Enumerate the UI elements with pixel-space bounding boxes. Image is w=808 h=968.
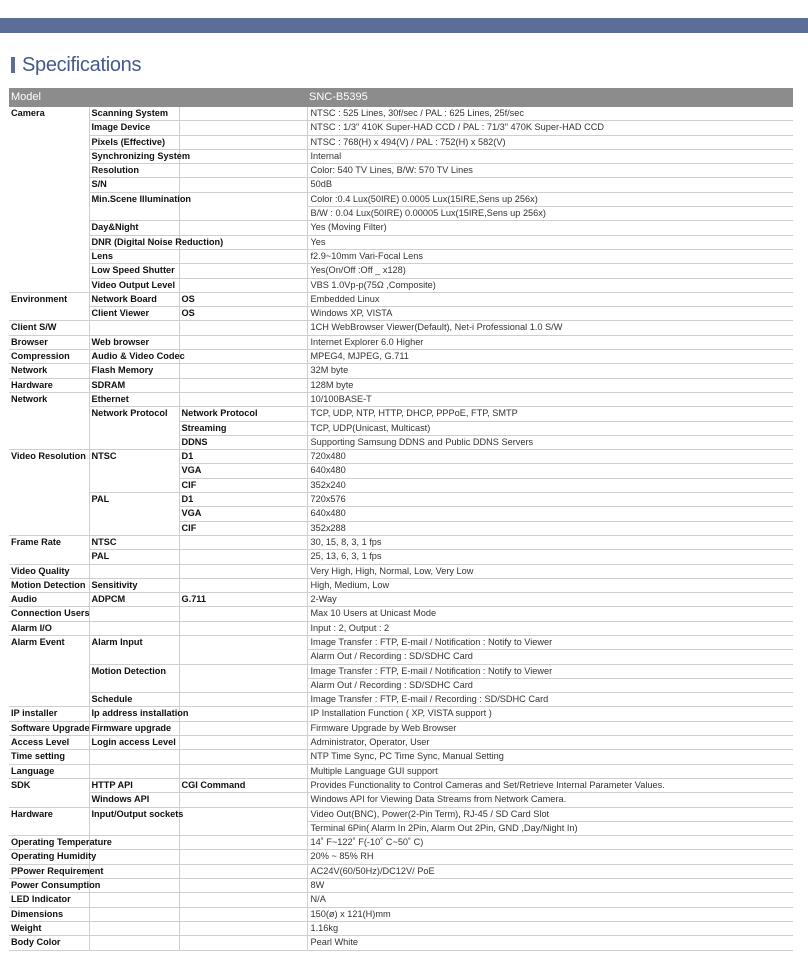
spec-item: Schedule xyxy=(89,693,179,707)
spec-item xyxy=(89,607,179,621)
spec-row xyxy=(9,635,793,649)
spec-category: Software Upgrade xyxy=(9,721,89,735)
spec-item: Login access Level xyxy=(89,736,179,750)
spec-value: 10/100BASE-T xyxy=(307,392,793,406)
spec-category xyxy=(9,149,89,163)
spec-row xyxy=(9,793,793,807)
spec-item xyxy=(89,678,179,692)
spec-item: Image Device xyxy=(89,121,179,135)
spec-category xyxy=(9,264,89,278)
spec-row xyxy=(9,621,793,635)
spec-row xyxy=(9,921,793,935)
spec-subitem xyxy=(179,264,307,278)
spec-subitem xyxy=(179,635,307,649)
spec-value: Image Transfer : FTP, E-mail / Notification : Notify to Viewer xyxy=(307,664,793,678)
spec-subitem xyxy=(179,879,307,893)
spec-value: 1CH WebBrowser Viewer(Default), Net-i Professional 1.0 S/W xyxy=(307,321,793,335)
spec-item: Flash Memory xyxy=(89,364,179,378)
spec-value: TCP, UDP(Unicast, Multicast) xyxy=(307,421,793,435)
spec-subitem: OS xyxy=(179,307,307,321)
spec-value: Image Transfer : FTP, E-mail / Recording : SD/SDHC Card xyxy=(307,693,793,707)
spec-item xyxy=(89,621,179,635)
spec-subitem: DDNS xyxy=(179,435,307,449)
spec-category xyxy=(9,493,89,507)
spec-value: 720x576 xyxy=(307,493,793,507)
spec-item xyxy=(89,521,179,535)
spec-value: Video Out(BNC), Power(2-Pin Term), RJ-45 / SD Card Slot xyxy=(307,807,793,821)
spec-item: Resolution xyxy=(89,164,179,178)
spec-subitem xyxy=(179,736,307,750)
spec-item xyxy=(89,850,179,864)
spec-row xyxy=(9,736,793,750)
spec-category: Power Consumption xyxy=(9,879,89,893)
spec-category xyxy=(9,478,89,492)
spec-row xyxy=(9,464,793,478)
page-title: Specifications xyxy=(11,52,141,78)
spec-row xyxy=(9,936,793,950)
spec-category: Frame Rate xyxy=(9,535,89,549)
spec-subitem xyxy=(179,807,307,821)
spec-value: Color :0.4 Lux(50IRE) 0.0005 Lux(15IRE,Sens up 256x) xyxy=(307,192,793,206)
spec-subitem xyxy=(179,693,307,707)
spec-item: NTSC xyxy=(89,450,179,464)
spec-row xyxy=(9,650,793,664)
spec-value: MPEG4, MJPEG, G.711 xyxy=(307,350,793,364)
spec-category xyxy=(9,192,89,206)
spec-item xyxy=(89,478,179,492)
spec-item: Input/Output sockets xyxy=(89,807,179,821)
spec-row xyxy=(9,493,793,507)
spec-category xyxy=(9,521,89,535)
spec-row xyxy=(9,593,793,607)
spec-row xyxy=(9,707,793,721)
spec-row xyxy=(9,235,793,249)
spec-value: Internal xyxy=(307,149,793,163)
spec-row xyxy=(9,821,793,835)
spec-category xyxy=(9,693,89,707)
spec-value: Internet Explorer 6.0 Higher xyxy=(307,335,793,349)
spec-category xyxy=(9,164,89,178)
spec-row xyxy=(9,535,793,549)
spec-subitem xyxy=(179,821,307,835)
spec-category xyxy=(9,507,89,521)
spec-subitem xyxy=(179,378,307,392)
spec-subitem xyxy=(179,350,307,364)
spec-value: NTSC : 525 Lines, 30f/sec / PAL : 625 Lines, 25f/sec xyxy=(307,107,793,121)
spec-value: Input : 2, Output : 2 xyxy=(307,621,793,635)
spec-subitem xyxy=(179,764,307,778)
spec-value: Windows XP, VISTA xyxy=(307,307,793,321)
spec-category: Body Color xyxy=(9,936,89,950)
spec-subitem xyxy=(179,921,307,935)
spec-row xyxy=(9,850,793,864)
spec-row xyxy=(9,149,793,163)
spec-subitem xyxy=(179,121,307,135)
spec-subitem: VGA xyxy=(179,464,307,478)
spec-value: 640x480 xyxy=(307,507,793,521)
spec-item xyxy=(89,893,179,907)
spec-item: Audio & Video Codec xyxy=(89,350,179,364)
spec-value: Max 10 Users at Unicast Mode xyxy=(307,607,793,621)
spec-category: Weight xyxy=(9,921,89,935)
spec-subitem xyxy=(179,650,307,664)
spec-subitem xyxy=(179,850,307,864)
spec-category: SDK xyxy=(9,778,89,792)
spec-category: Camera xyxy=(9,107,89,121)
spec-item xyxy=(89,936,179,950)
spec-row xyxy=(9,864,793,878)
spec-row xyxy=(9,893,793,907)
spec-subitem: G.711 xyxy=(179,593,307,607)
spec-row xyxy=(9,507,793,521)
spec-subitem xyxy=(179,550,307,564)
spec-category: Browser xyxy=(9,335,89,349)
spec-subitem xyxy=(179,221,307,235)
spec-subitem: CIF xyxy=(179,478,307,492)
spec-row xyxy=(9,121,793,135)
spec-value: 8W xyxy=(307,879,793,893)
spec-item: Firmware upgrade xyxy=(89,721,179,735)
spec-value: 352x288 xyxy=(307,521,793,535)
spec-subitem xyxy=(179,249,307,263)
spec-subitem: Network Protocol xyxy=(179,407,307,421)
spec-value: 30, 15, 8, 3, 1 fps xyxy=(307,535,793,549)
spec-subitem: Streaming xyxy=(179,421,307,435)
spec-item xyxy=(89,321,179,335)
spec-row xyxy=(9,207,793,221)
spec-value: 720x480 xyxy=(307,450,793,464)
spec-item xyxy=(89,435,179,449)
spec-row xyxy=(9,278,793,292)
spec-item: Network Protocol xyxy=(89,407,179,421)
spec-item: SDRAM xyxy=(89,378,179,392)
spec-category: Compression xyxy=(9,350,89,364)
spec-row xyxy=(9,678,793,692)
spec-value: Very High, High, Normal, Low, Very Low xyxy=(307,564,793,578)
spec-row xyxy=(9,879,793,893)
spec-item: ADPCM xyxy=(89,593,179,607)
spec-category: Language xyxy=(9,764,89,778)
spec-subitem xyxy=(179,107,307,121)
spec-category: Network xyxy=(9,392,89,406)
spec-value: 150(ø) x 121(H)mm xyxy=(307,907,793,921)
spec-value: TCP, UDP, NTP, HTTP, DHCP, PPPoE, FTP, SMTP xyxy=(307,407,793,421)
spec-subitem xyxy=(179,721,307,735)
spec-item: NTSC xyxy=(89,535,179,549)
spec-value: 50dB xyxy=(307,178,793,192)
spec-item: Low Speed Shutter xyxy=(89,264,179,278)
model-label: Model xyxy=(9,88,307,107)
spec-value: 128M byte xyxy=(307,378,793,392)
spec-value: 352x240 xyxy=(307,478,793,492)
spec-row xyxy=(9,721,793,735)
spec-item: Video Output Level xyxy=(89,278,179,292)
spec-subitem xyxy=(179,564,307,578)
spec-subitem xyxy=(179,621,307,635)
spec-value: N/A xyxy=(307,893,793,907)
spec-row xyxy=(9,221,793,235)
spec-item: Scanning System xyxy=(89,107,179,121)
spec-subitem xyxy=(179,750,307,764)
spec-item: PAL xyxy=(89,493,179,507)
spec-row xyxy=(9,693,793,707)
spec-category xyxy=(9,135,89,149)
spec-item xyxy=(89,764,179,778)
spec-category xyxy=(9,207,89,221)
spec-row xyxy=(9,264,793,278)
spec-subitem xyxy=(179,678,307,692)
spec-category xyxy=(9,793,89,807)
spec-row xyxy=(9,521,793,535)
spec-item xyxy=(89,507,179,521)
spec-category xyxy=(9,278,89,292)
spec-item: Sensitivity xyxy=(89,578,179,592)
spec-category xyxy=(9,464,89,478)
spec-row xyxy=(9,192,793,206)
model-value: SNC-B5395 xyxy=(307,88,793,107)
spec-row xyxy=(9,607,793,621)
spec-subitem xyxy=(179,664,307,678)
spec-row xyxy=(9,292,793,306)
spec-item: HTTP API xyxy=(89,778,179,792)
spec-item: Ip address installation xyxy=(89,707,179,721)
spec-row xyxy=(9,578,793,592)
spec-row xyxy=(9,350,793,364)
spec-row xyxy=(9,164,793,178)
spec-category xyxy=(9,307,89,321)
spec-subitem: OS xyxy=(179,292,307,306)
spec-value: Windows API for Viewing Data Streams from Network Camera. xyxy=(307,793,793,807)
spec-row xyxy=(9,836,793,850)
spec-value: 1.16kg xyxy=(307,921,793,935)
spec-value: NTSC : 768(H) x 494(V) / PAL : 752(H) x 582(V) xyxy=(307,135,793,149)
spec-value: Firmware Upgrade by Web Browser xyxy=(307,721,793,735)
spec-item: Web browser xyxy=(89,335,179,349)
spec-subitem xyxy=(179,607,307,621)
spec-item xyxy=(89,421,179,435)
top-banner xyxy=(0,18,808,33)
spec-subitem: D1 xyxy=(179,493,307,507)
spec-subitem: VGA xyxy=(179,507,307,521)
spec-category: LED Indicator xyxy=(9,893,89,907)
spec-row xyxy=(9,807,793,821)
spec-item xyxy=(89,464,179,478)
spec-row xyxy=(9,421,793,435)
spec-value: f2.9~10mm Vari-Focal Lens xyxy=(307,249,793,263)
spec-category xyxy=(9,421,89,435)
spec-item: Network Board xyxy=(89,292,179,306)
spec-subitem xyxy=(179,278,307,292)
spec-value: 32M byte xyxy=(307,364,793,378)
spec-item xyxy=(89,564,179,578)
spec-category: IP installer xyxy=(9,707,89,721)
spec-value: AC24V(60/50Hz)/DC12V/ PoE xyxy=(307,864,793,878)
spec-category: Alarm I/O xyxy=(9,621,89,635)
spec-category xyxy=(9,821,89,835)
spec-row xyxy=(9,392,793,406)
spec-subitem: CGI Command xyxy=(179,778,307,792)
spec-category: Network xyxy=(9,364,89,378)
spec-category xyxy=(9,249,89,263)
spec-item: S/N xyxy=(89,178,179,192)
spec-row xyxy=(9,450,793,464)
spec-subitem xyxy=(179,793,307,807)
spec-row xyxy=(9,135,793,149)
spec-value: VBS 1.0Vp-p(75Ω ,Composite) xyxy=(307,278,793,292)
spec-category: Environment xyxy=(9,292,89,306)
spec-row xyxy=(9,664,793,678)
spec-value: Alarm Out / Recording : SD/SDHC Card xyxy=(307,678,793,692)
spec-item: Motion Detection xyxy=(89,664,179,678)
spec-value: 25, 13, 6, 3, 1 fps xyxy=(307,550,793,564)
spec-row xyxy=(9,407,793,421)
spec-category xyxy=(9,435,89,449)
spec-subitem xyxy=(179,392,307,406)
spec-subitem xyxy=(179,207,307,221)
spec-category: Time setting xyxy=(9,750,89,764)
spec-item: Windows API xyxy=(89,793,179,807)
spec-row xyxy=(9,178,793,192)
spec-item: Synchronizing System xyxy=(89,149,179,163)
spec-row xyxy=(9,364,793,378)
spec-value: NTSC : 1/3" 410K Super-HAD CCD / PAL : 71/3" 470K Super-HAD CCD xyxy=(307,121,793,135)
spec-subitem xyxy=(179,707,307,721)
title-bar-icon xyxy=(11,57,15,73)
spec-category xyxy=(9,121,89,135)
spec-value: Multiple Language GUI support xyxy=(307,764,793,778)
spec-row xyxy=(9,335,793,349)
spec-row xyxy=(9,378,793,392)
spec-item xyxy=(89,821,179,835)
spec-row xyxy=(9,307,793,321)
spec-value: IP Installation Function ( XP, VISTA support ) xyxy=(307,707,793,721)
spec-value: Provides Functionality to Control Cameras and Set/Retrieve Internal Parameter Values. xyxy=(307,778,793,792)
spec-category: Access Level xyxy=(9,736,89,750)
spec-item xyxy=(89,921,179,935)
spec-category xyxy=(9,221,89,235)
spec-item: Day&Night xyxy=(89,221,179,235)
spec-item xyxy=(89,907,179,921)
spec-item: Client Viewer xyxy=(89,307,179,321)
spec-category xyxy=(9,678,89,692)
spec-row xyxy=(9,478,793,492)
spec-subitem: D1 xyxy=(179,450,307,464)
spec-category: Alarm Event xyxy=(9,635,89,649)
spec-category: Hardware xyxy=(9,807,89,821)
spec-value: Administrator, Operator, User xyxy=(307,736,793,750)
spec-item: Pixels (Effective) xyxy=(89,135,179,149)
spec-subitem xyxy=(179,192,307,206)
spec-subitem xyxy=(179,936,307,950)
spec-item xyxy=(89,879,179,893)
spec-subitem xyxy=(179,164,307,178)
spec-item xyxy=(89,207,179,221)
spec-category: Hardware xyxy=(9,378,89,392)
spec-subitem xyxy=(179,535,307,549)
spec-category: PPower Requirement xyxy=(9,864,89,878)
spec-item: Lens xyxy=(89,249,179,263)
spec-row xyxy=(9,764,793,778)
spec-subitem xyxy=(179,135,307,149)
spec-category: Video Resolution xyxy=(9,450,89,464)
spec-value: Yes(On/Off :Off _ x128) xyxy=(307,264,793,278)
spec-category: Client S/W xyxy=(9,321,89,335)
spec-category: Operating Humidity xyxy=(9,850,89,864)
spec-item xyxy=(89,750,179,764)
spec-item xyxy=(89,650,179,664)
spec-category xyxy=(9,650,89,664)
spec-subitem: CIF xyxy=(179,521,307,535)
header-row xyxy=(9,88,793,107)
spec-category: Audio xyxy=(9,593,89,607)
spec-row xyxy=(9,564,793,578)
spec-category: Operating Temperature xyxy=(9,836,89,850)
spec-value: 20% ~ 85% RH xyxy=(307,850,793,864)
spec-subitem xyxy=(179,893,307,907)
spec-category xyxy=(9,178,89,192)
spec-value: Pearl White xyxy=(307,936,793,950)
spec-value: 2-Way xyxy=(307,593,793,607)
spec-subitem xyxy=(179,907,307,921)
spec-row xyxy=(9,107,793,121)
spec-item: Alarm Input xyxy=(89,635,179,649)
spec-value: Supporting Samsung DDNS and Public DDNS Servers xyxy=(307,435,793,449)
spec-category xyxy=(9,235,89,249)
spec-category: Motion Detection xyxy=(9,578,89,592)
spec-row xyxy=(9,550,793,564)
spec-subitem xyxy=(179,364,307,378)
spec-value: Yes (Moving Filter) xyxy=(307,221,793,235)
spec-item: PAL xyxy=(89,550,179,564)
spec-value: 14˚ F~122˚ F(-10˚ C~50˚ C) xyxy=(307,836,793,850)
spec-row xyxy=(9,249,793,263)
spec-value: Embedded Linux xyxy=(307,292,793,306)
spec-subitem xyxy=(179,321,307,335)
spec-value: Alarm Out / Recording : SD/SDHC Card xyxy=(307,650,793,664)
spec-category: Connection Users xyxy=(9,607,89,621)
spec-subitem xyxy=(179,149,307,163)
spec-category xyxy=(9,550,89,564)
spec-value: B/W : 0.04 Lux(50IRE) 0.00005 Lux(15IRE,Sens up 256x) xyxy=(307,207,793,221)
spec-value: Image Transfer : FTP, E-mail / Notification : Notify to Viewer xyxy=(307,635,793,649)
spec-item: Min.Scene Illumination xyxy=(89,192,179,206)
spec-value: 640x480 xyxy=(307,464,793,478)
spec-item: Ethernet xyxy=(89,392,179,406)
spec-row xyxy=(9,321,793,335)
spec-value: NTP Time Sync, PC Time Sync, Manual Setting xyxy=(307,750,793,764)
spec-category xyxy=(9,664,89,678)
spec-value: Color: 540 TV Lines, B/W: 570 TV Lines xyxy=(307,164,793,178)
spec-category xyxy=(9,407,89,421)
spec-row xyxy=(9,907,793,921)
spec-item: DNR (Digital Noise Reduction) xyxy=(89,235,179,249)
spec-category: Dimensions xyxy=(9,907,89,921)
spec-subitem xyxy=(179,836,307,850)
spec-subitem xyxy=(179,335,307,349)
spec-row xyxy=(9,778,793,792)
spec-subitem xyxy=(179,864,307,878)
spec-value: Terminal 6Pin( Alarm In 2Pin, Alarm Out 2Pin, GND ,Day/Night In) xyxy=(307,821,793,835)
spec-value: High, Medium, Low xyxy=(307,578,793,592)
spec-row xyxy=(9,435,793,449)
spec-row xyxy=(9,750,793,764)
spec-subitem xyxy=(179,578,307,592)
spec-category: Video Quality xyxy=(9,564,89,578)
spec-subitem xyxy=(179,178,307,192)
spec-value: Yes xyxy=(307,235,793,249)
spec-table xyxy=(9,88,793,951)
